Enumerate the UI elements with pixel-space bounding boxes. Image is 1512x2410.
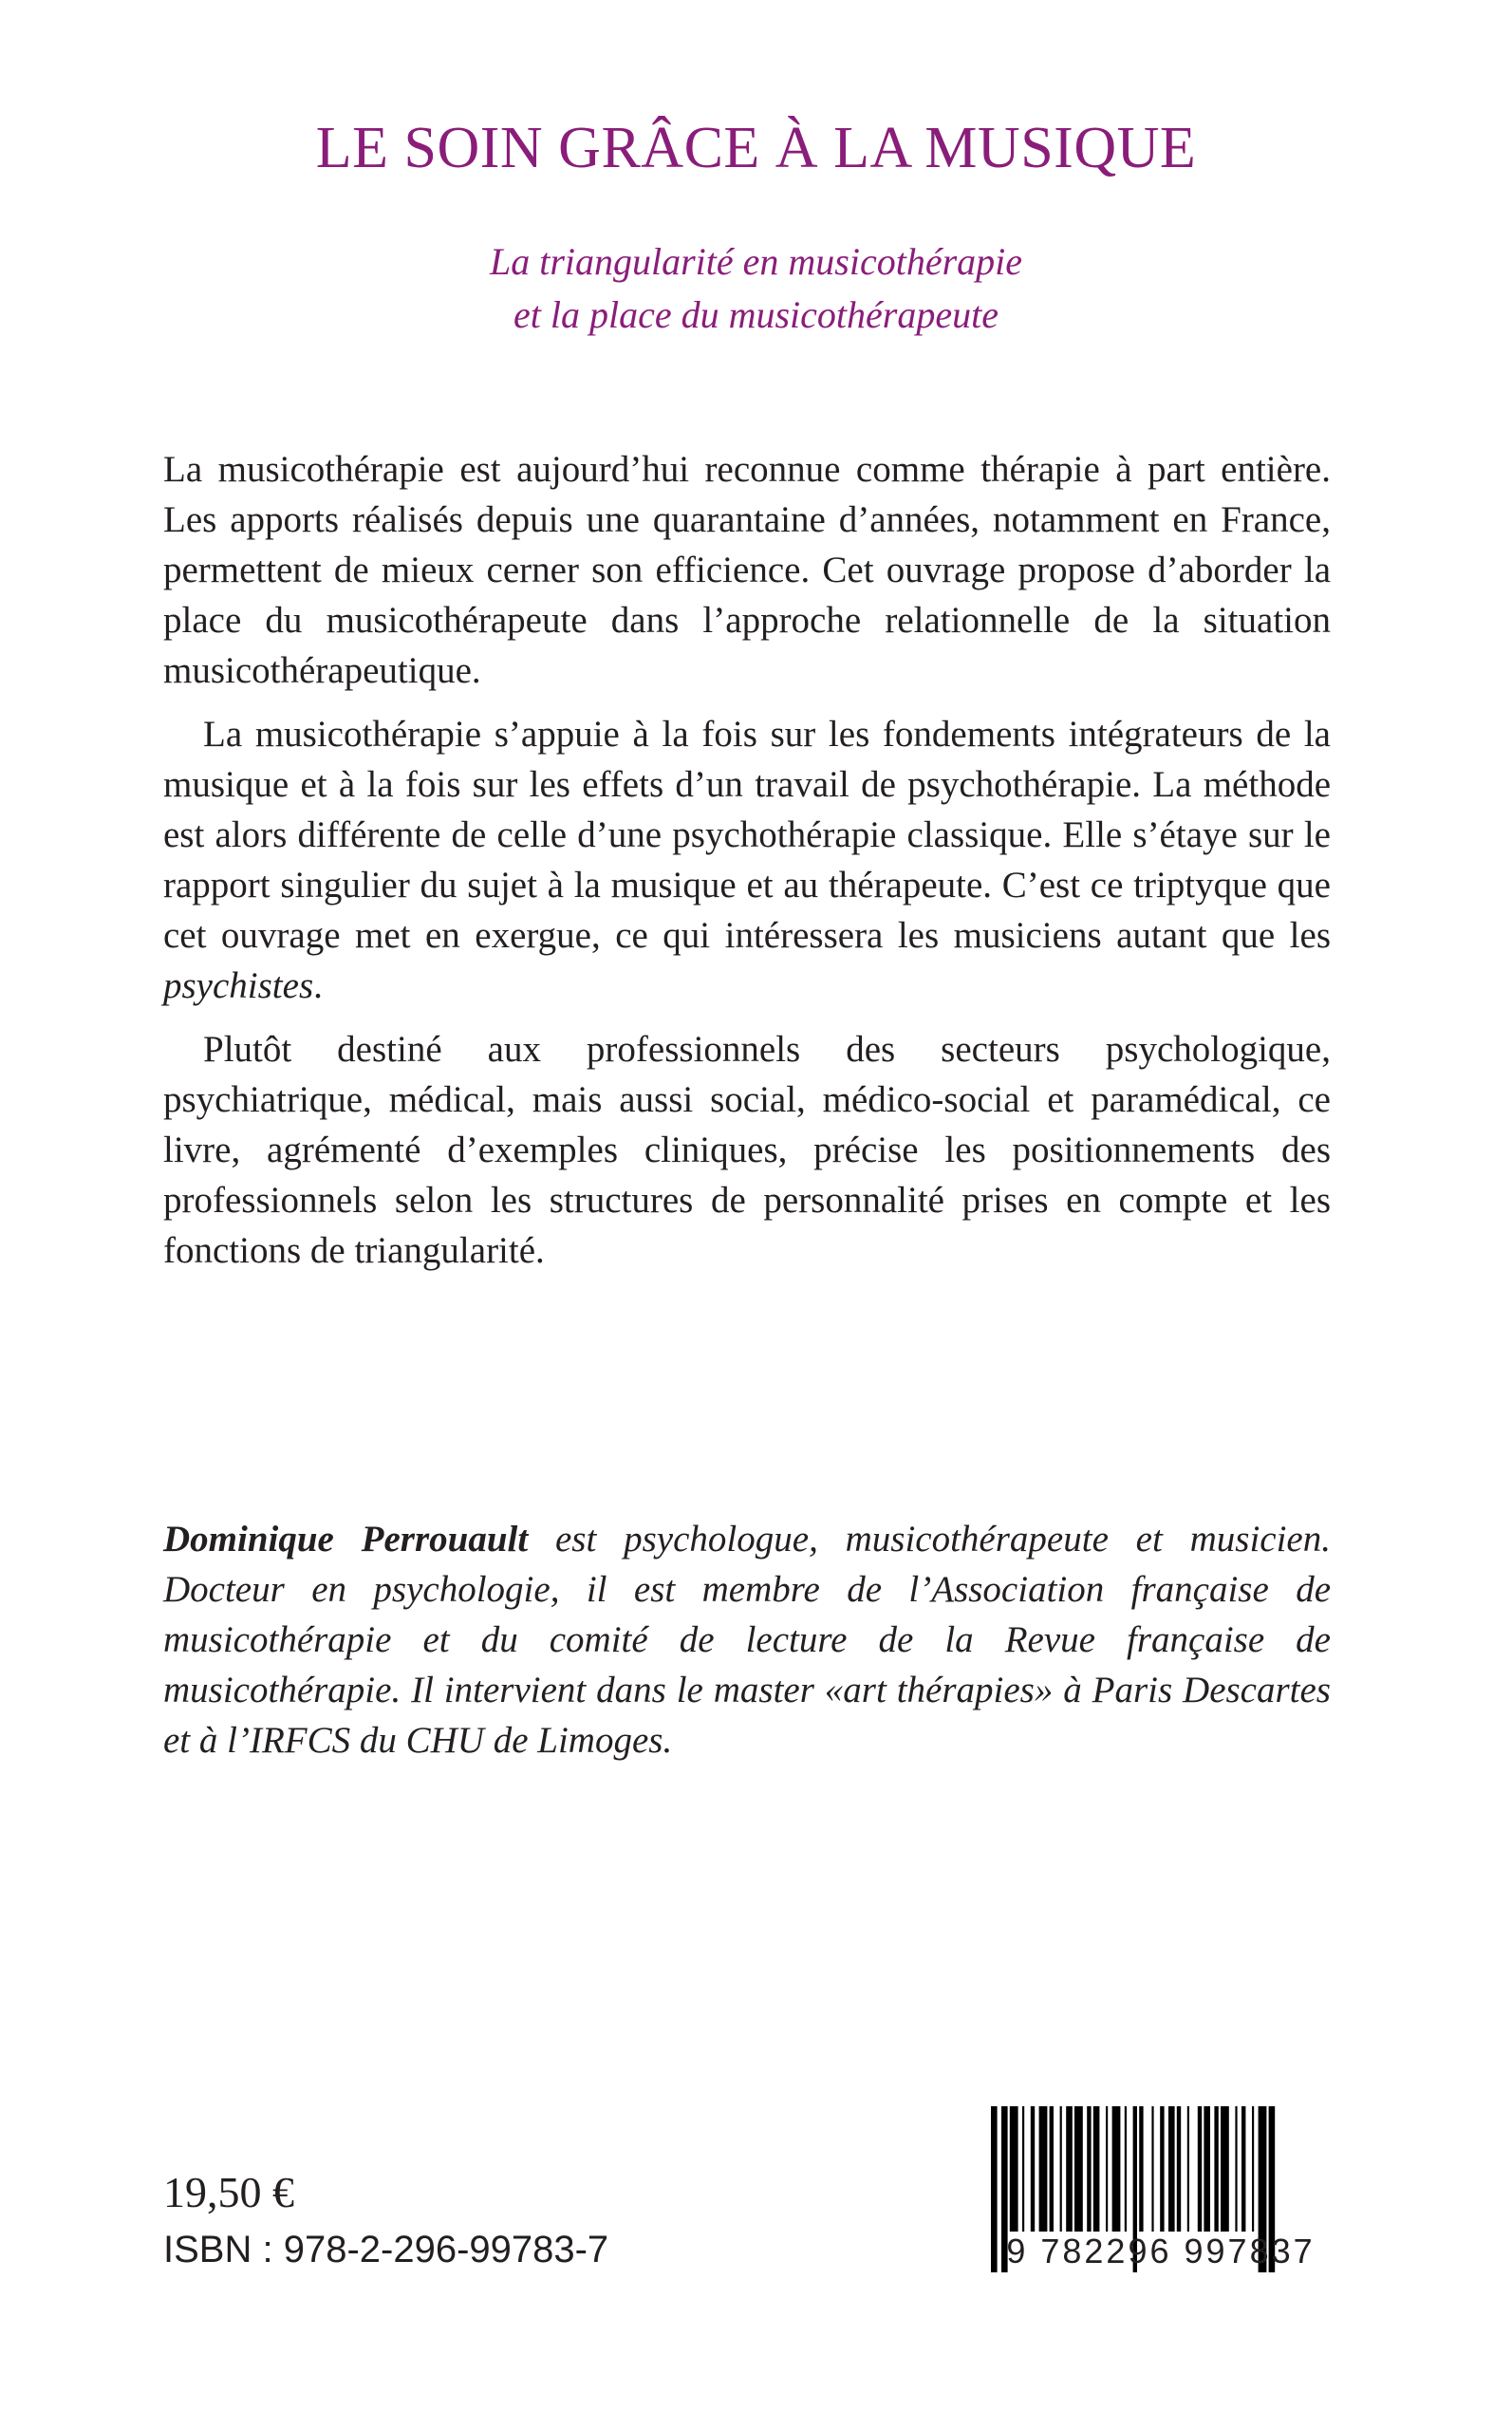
barcode-bar	[1177, 2106, 1181, 2232]
blurb-paragraph-2-text: La musicothérapie s’appuie à la fois sur les fondements intégrateurs de la musique et à la fois sur les effets d’un travail de psychothérapie. La méthode est alors différente de celle d’une psychothérapie classique. Elle s’étaye sur le rapport singulier du sujet à la musique et au thérapeute. C’est ce triptyque que cet ouvrage met en exergue, ce qui intéressera les musiciens autant que les	[163, 714, 1331, 956]
blurb-paragraph-2-punct: .	[313, 965, 323, 1006]
barcode-bar	[1022, 2106, 1024, 2232]
barcode-bar	[1125, 2106, 1127, 2232]
isbn: ISBN : 978-2-296-99783-7	[163, 2229, 609, 2270]
back-cover-blurb	[163, 444, 1331, 1289]
barcode-bar	[1151, 2106, 1153, 2232]
barcode-bar	[1039, 2106, 1048, 2232]
barcode-bar	[1198, 2106, 1202, 2232]
book-subtitle	[0, 235, 1512, 342]
author-bio	[163, 1514, 1331, 1765]
barcode-digits: 9 782296 997837	[1006, 2232, 1316, 2270]
blurb-paragraph-3: Plutôt destiné aux professionnels des secteurs psychologique, psychiatrique, médical, mais aussi social, médico-social et paramédical, ce livre, agrémenté d’exemples cliniques, précise les positionnements des professionnels selon les structures de personnalité prises en compte et les fonctions de triangularité.	[163, 1029, 1331, 1271]
barcode-bar	[1187, 2106, 1189, 2232]
subtitle-line-1: La triangularité en musicothérapie	[489, 240, 1023, 283]
barcode-bar	[1087, 2106, 1091, 2232]
author-name: Dominique Perrouault	[163, 1519, 529, 1560]
barcode-bar	[1106, 2106, 1108, 2232]
barcode-bar	[1010, 2106, 1018, 2232]
barcode-bar	[1066, 2106, 1073, 2232]
author-bio-text: est psychologue, musicothérapeute et musicien. Docteur en psychologie, il est membre de l’Association française de musicothérapie et du comité de lecture de la Revue française de musicothérapie. Il intervient dans le master «art thérapies» à Paris Descartes et à l’IRFCS du CHU de Limoges.	[163, 1519, 1331, 1761]
blurb-paragraph-2	[163, 709, 1331, 1011]
barcode-bar	[1221, 2106, 1229, 2232]
barcode-bar	[1060, 2106, 1062, 2232]
barcode-bar	[1160, 2106, 1164, 2232]
barcode-bar	[1093, 2106, 1100, 2232]
barcode-bar	[1112, 2106, 1121, 2232]
barcode-bar	[1252, 2106, 1254, 2232]
barcode-bar	[1074, 2106, 1083, 2232]
barcode-bar	[1050, 2106, 1054, 2232]
barcode-bar	[1139, 2106, 1143, 2232]
blurb-paragraph-1: La musicothérapie est aujourd’hui reconnue comme thérapie à part entière. Les apports réalisés depuis une quarantaine d’années, notamment en France, permettent de mieux cerner son efficience. Cet ouvrage propose d’aborder la place du musicothérapeute dans l’approche relationnelle de la situation musicothérapeutique.	[163, 449, 1331, 691]
barcode-bar	[1214, 2106, 1218, 2232]
psychistes-emphasis: psychistes	[163, 965, 314, 1006]
price: 19,50 €	[163, 2168, 294, 2216]
barcode-bar	[1235, 2106, 1237, 2232]
barcode-bar	[1204, 2106, 1210, 2232]
barcode-bar	[1168, 2106, 1175, 2232]
barcode-bar	[1031, 2106, 1035, 2232]
book-title: LE SOIN GRÂCE À LA MUSIQUE	[315, 116, 1197, 180]
barcode-bar	[1241, 2106, 1245, 2232]
subtitle-line-2: et la place du musicothérapeute	[513, 293, 999, 336]
